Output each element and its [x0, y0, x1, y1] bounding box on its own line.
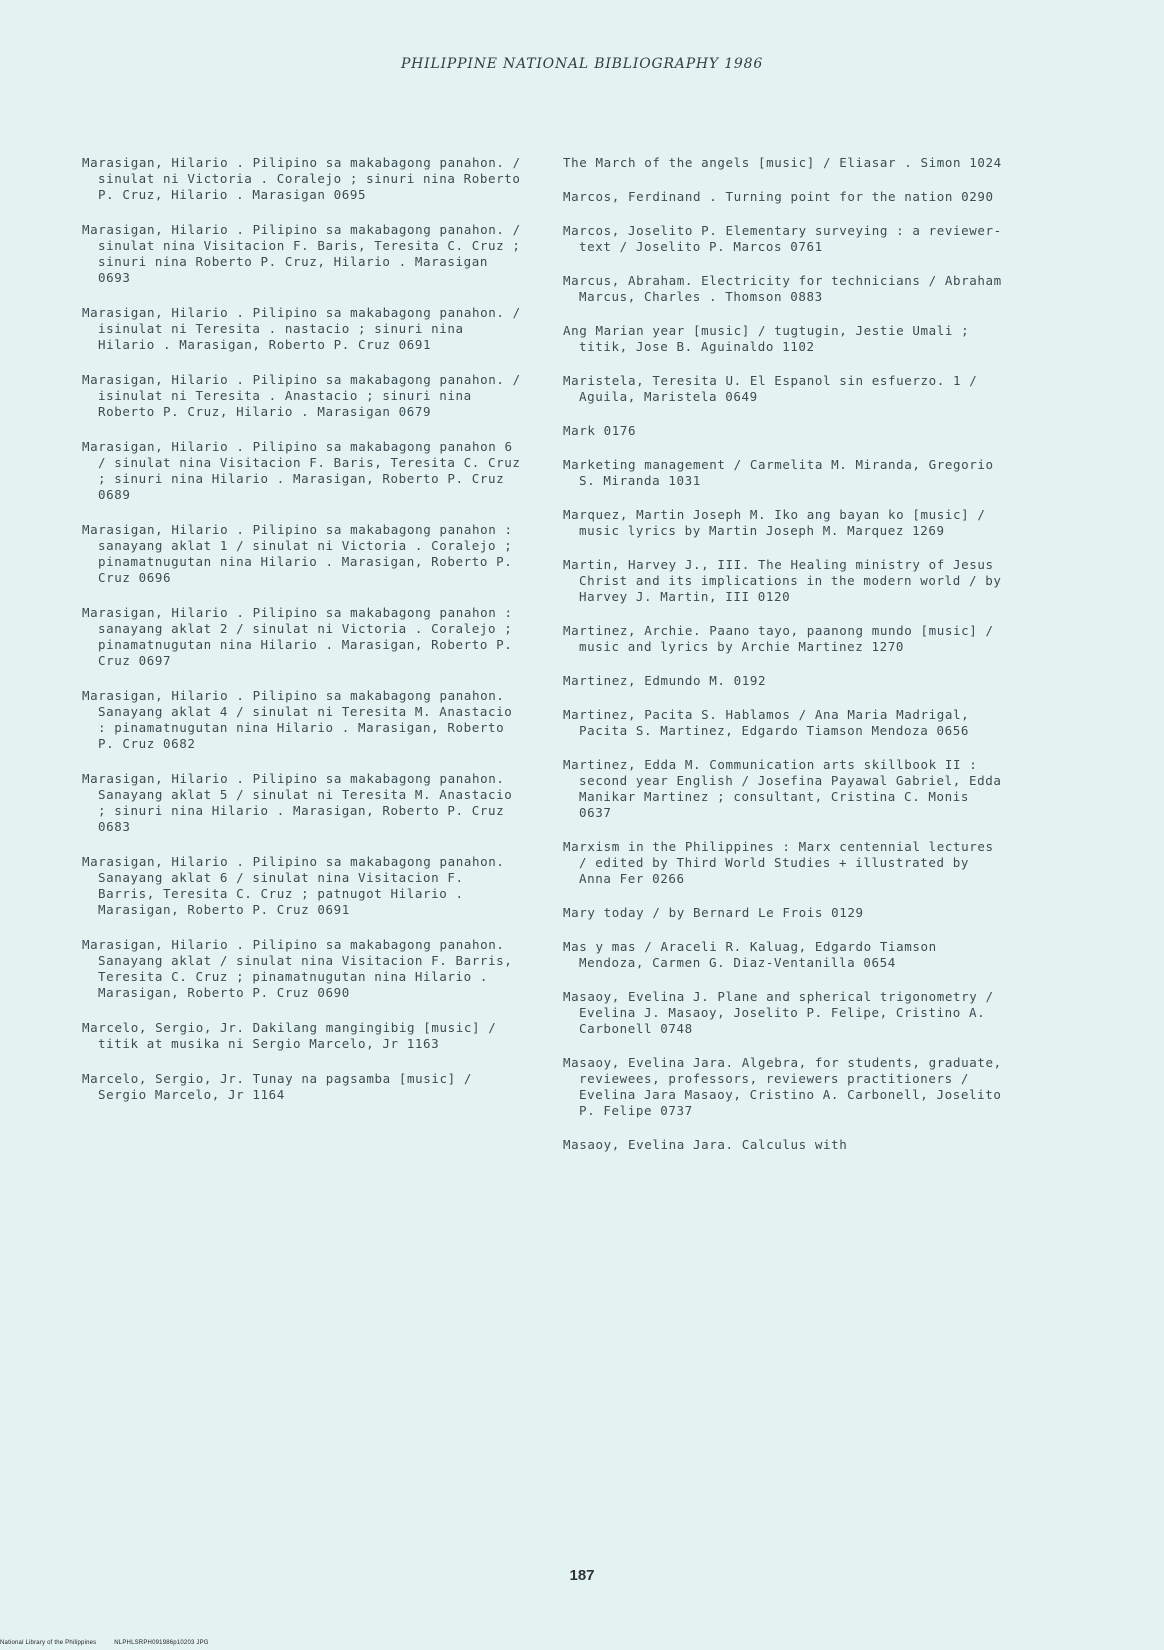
bibliography-entry: Marasigan, Hilario . Pilipino sa makabagong panahon. / isinulat ni Teresita . nastacio ; sinuri nina Hilario . Marasigan, Roberto P. Cruz 0691: [82, 305, 521, 352]
bibliography-entry: Marasigan, Hilario . Pilipino sa makabagong panahon. Sanayang aklat 5 / sinulat ni Teresita M. Anastacio ; sinuri nina Hilario . Marasigan, Roberto P. Cruz 0683: [82, 771, 513, 834]
bibliography-entry: Marxism in the Philippines : Marx centennial lectures / edited by Third World Studies + illustrated by Anna Fer 0266: [563, 839, 994, 886]
bibliography-entry: Marasigan, Hilario . Pilipino sa makabagong panahon. Sanayang aklat 4 / sinulat ni Teresita M. Anastacio : pinamatnugutan nina Hilario . Marasigan, Roberto P. Cruz 0682: [82, 688, 513, 751]
bibliography-entry: Martin, Harvey J., III. The Healing ministry of Jesus Christ and its implications in the modern world / by Harvey J. Martin, III 0120: [563, 557, 1002, 604]
bibliography-entry: Marquez, Martin Joseph M. Iko ang bayan ko [music] / music lyrics by Martin Joseph M. Marquez 1269: [563, 507, 986, 538]
page-number: 187: [569, 1567, 595, 1584]
bibliography-entry: Martinez, Edmundo M. 0192: [563, 673, 767, 688]
left-column: [82, 155, 522, 1122]
bibliography-entry: Marasigan, Hilario . Pilipino sa makabagong panahon 6 / sinulat nina Visitacion F. Baris, Teresita C. Cruz ; sinuri nina Hilario . Marasigan, Roberto P. Cruz 0689: [82, 439, 521, 502]
bibliography-entry: Marasigan, Hilario . Pilipino sa makabagong panahon. / sinulat nina Visitacion F. Baris, Teresita C. Cruz ; sinuri nina Roberto P. Cruz, Hilario . Marasigan 0693: [82, 222, 521, 285]
bibliography-entry: The March of the angels [music] / Eliasar . Simon 1024: [563, 155, 1002, 170]
right-column: [563, 155, 1008, 1171]
bibliography-entry: Martinez, Archie. Paano tayo, paanong mundo [music] / music and lyrics by Archie Martinez 1270: [563, 623, 994, 654]
bibliography-entry: Marcos, Ferdinand . Turning point for the nation 0290: [563, 189, 994, 204]
bibliography-entry: Marasigan, Hilario . Pilipino sa makabagong panahon : sanayang aklat 2 / sinulat ni Victoria . Coralejo ; pinamatnugutan nina Hilario . Marasigan, Roberto P. Cruz 0697: [82, 605, 513, 668]
bibliography-entry: Marcus, Abraham. Electricity for technicians / Abraham Marcus, Charles . Thomson 0883: [563, 273, 1002, 304]
page-header: PHILIPPINE NATIONAL BIBLIOGRAPHY 1986: [400, 56, 764, 72]
bibliography-entry: Masaoy, Evelina Jara. Calculus with: [563, 1137, 848, 1152]
bibliography-entry: Masaoy, Evelina J. Plane and spherical trigonometry / Evelina J. Masaoy, Joselito P. Felipe, Cristino A. Carbonell 0748: [563, 989, 994, 1036]
bibliography-entry: Ang Marian year [music] / tugtugin, Jestie Umali ; titik, Jose B. Aguinaldo 1102: [563, 323, 970, 354]
bibliography-entry: Marasigan, Hilario . Pilipino sa makabagong panahon. / sinulat ni Victoria . Coralejo ; sinuri nina Roberto P. Cruz, Hilario . Marasigan 0695: [82, 155, 521, 202]
bibliography-entry: Marasigan, Hilario . Pilipino sa makabagong panahon. Sanayang aklat 6 / sinulat nina Visitacion F. Barris, Teresita C. Cruz ; patnugot Hilario . Marasigan, Roberto P. Cruz 0691: [82, 854, 505, 917]
bibliography-entry: Mark 0176: [563, 423, 637, 438]
bibliography-entry: Martinez, Edda M. Communication arts skillbook II : second year English / Josefina Payawal Gabriel, Edda Manikar Martinez ; consultant, Cristina C. Monis 0637: [563, 757, 1002, 820]
footer-library: National Library of the Philippines: [0, 1640, 97, 1646]
bibliography-entry: Masaoy, Evelina Jara. Algebra, for students, graduate, reviewees, professors, reviewers practitioners / Evelina Jara Masaoy, Cristino A. Carbonell, Joselito P. Felipe 0737: [563, 1055, 1002, 1118]
bibliography-entry: Marasigan, Hilario . Pilipino sa makabagong panahon : sanayang aklat 1 / sinulat ni Victoria . Coralejo ; pinamatnugutan nina Hilario . Marasigan, Roberto P. Cruz 0696: [82, 522, 513, 585]
scan-footer: [0, 1640, 225, 1646]
bibliography-entry: Marasigan, Hilario . Pilipino sa makabagong panahon. / isinulat ni Teresita . Anastacio ; sinuri nina Roberto P. Cruz, Hilario . Marasigan 0679: [82, 372, 521, 419]
bibliography-entry: Marcos, Joselito P. Elementary surveying : a reviewer-text / Joselito P. Marcos 0761: [563, 223, 1002, 254]
bibliography-entry: Maristela, Teresita U. El Espanol sin esfuerzo. 1 / Aguila, Maristela 0649: [563, 373, 978, 404]
bibliography-entry: Marketing management / Carmelita M. Miranda, Gregorio S. Miranda 1031: [563, 457, 994, 488]
footer-file-id: NLPHLSRPH091986p10203 JPG: [114, 1640, 209, 1646]
bibliography-entry: Marcelo, Sergio, Jr. Tunay na pagsamba [music] / Sergio Marcelo, Jr 1164: [82, 1071, 473, 1102]
bibliography-entry: Marasigan, Hilario . Pilipino sa makabagong panahon. Sanayang aklat / sinulat nina Visitacion F. Barris, Teresita C. Cruz ; pinamatnugutan nina Hilario . Marasigan, Roberto P. Cruz 0690: [82, 937, 513, 1000]
bibliography-entry: Martinez, Pacita S. Hablamos / Ana Maria Madrigal, Pacita S. Martinez, Edgardo Tiamson Mendoza 0656: [563, 707, 970, 738]
bibliography-entry: Marcelo, Sergio, Jr. Dakilang mangingibig [music] / titik at musika ni Sergio Marcelo, Jr 1163: [82, 1020, 497, 1051]
bibliography-entry: Mary today / by Bernard Le Frois 0129: [563, 905, 864, 920]
bibliography-entry: Mas y mas / Araceli R. Kaluag, Edgardo Tiamson Mendoza, Carmen G. Diaz-Ventanilla 0654: [563, 939, 937, 970]
